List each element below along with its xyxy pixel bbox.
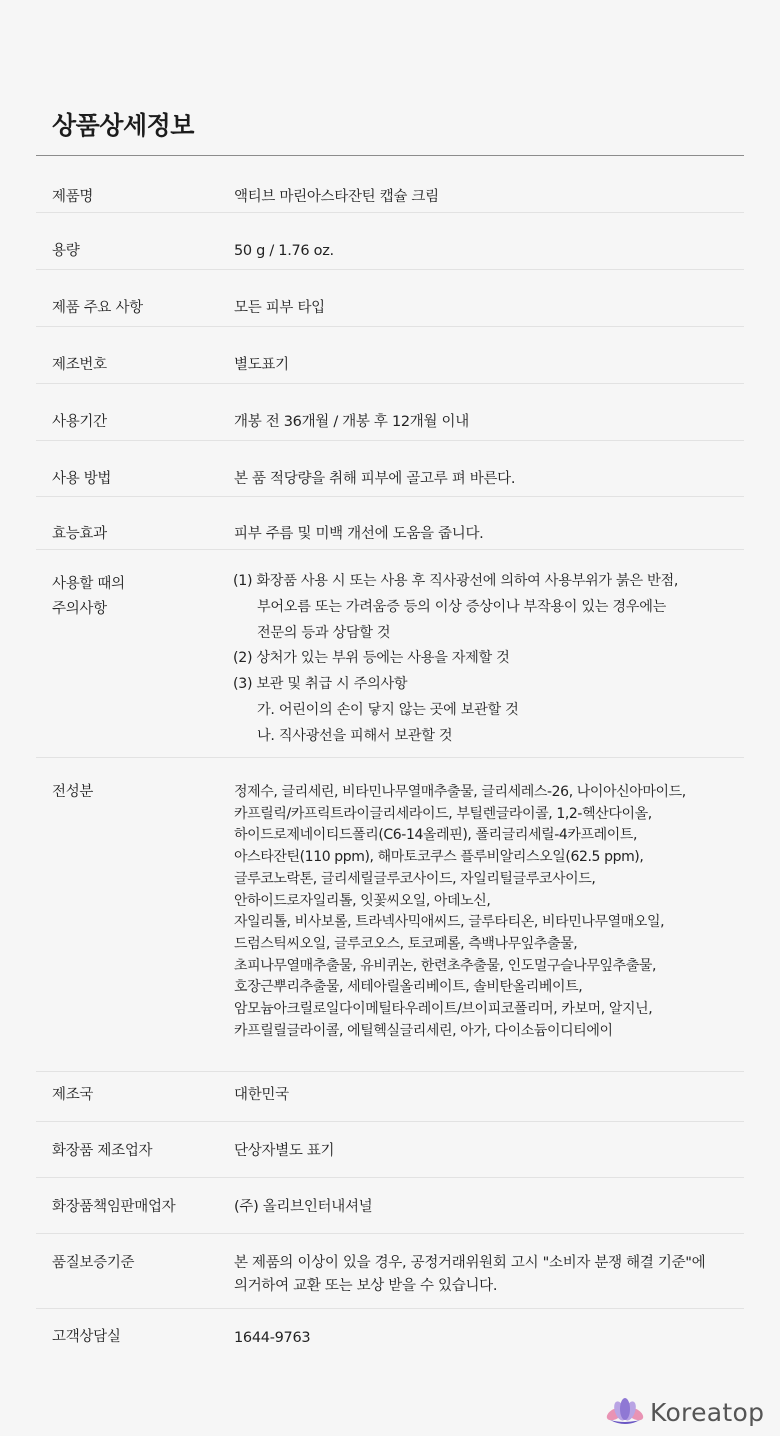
ingredient-line: 정제수, 글리세린, 비타민나무열매추출물, 글리세레스-26, 나이아신아마이드, (234, 784, 686, 800)
caution-row (36, 550, 744, 758)
ingredient-line: 카프릴릴글라이콜, 에틸헥실글리세린, 아가, 다이소듐이디티에이 (234, 1022, 613, 1039)
info-row (36, 157, 744, 213)
ingredient-line: 초피나무열매추출물, 유비퀴논, 한련초추출물, 인도멀구슬나무잎추출물, (234, 957, 657, 974)
row-label: 용량 (52, 243, 80, 259)
row-value: 50 g / 1.76 oz. (234, 243, 334, 259)
row-label (52, 572, 125, 622)
quality-text (234, 1252, 739, 1298)
quality-line: 의거하여 교환 또는 보상 받을 수 있습니다. (234, 1278, 498, 1294)
row-label: 고객상담실 (52, 1329, 121, 1345)
lotus-petal-center (620, 1398, 630, 1420)
row-value: (주) 올리브인터내셔널 (234, 1199, 373, 1215)
ingredient-line: 안하이드로자일리톨, 잇꽃씨오일, 아데노신, (234, 892, 491, 909)
row-value: 단상자별도 표기 (234, 1143, 335, 1159)
row-label: 화장품책임판매업자 (52, 1199, 176, 1215)
koreatop-logo (604, 1394, 774, 1430)
ingredients-row (36, 758, 744, 1072)
row-value: 개봉 전 36개월 / 개봉 후 12개월 이내 (234, 414, 469, 430)
row-label: 품질보증기준 (52, 1255, 135, 1271)
row-label: 사용기간 (52, 414, 107, 430)
ingredient-line: 하이드로제네이티드폴리(C6-14올레핀), 폴리글리세릴-4카프레이트, (234, 827, 638, 844)
info-row (36, 327, 744, 384)
caution-label-line: 사용할 때의 (52, 576, 125, 592)
row-value: 모든 피부 타입 (234, 300, 325, 316)
quality-row (36, 1234, 744, 1309)
row-label: 효능효과 (52, 526, 107, 542)
info-row (36, 497, 744, 550)
ingredient-line: 호장근뿌리추출물, 세테아릴올리베이트, 솔비탄올리베이트, (234, 979, 583, 996)
caution-line: 가. 어린이의 손이 닿지 않는 곳에 보관할 것 (257, 701, 519, 718)
info-row (36, 213, 744, 270)
row-label: 제품명 (52, 189, 94, 205)
info-row (36, 384, 744, 441)
row-label: 사용 방법 (52, 471, 112, 487)
info-row (36, 1309, 744, 1369)
info-row (36, 1178, 744, 1234)
ingredient-line: 카프릴릭/카프릭트라이글리세라이드, 부틸렌글라이콜, 1,2-헥산다이올, (234, 805, 652, 822)
row-value: 본 품 적당량을 취해 피부에 골고루 펴 바른다. (234, 471, 516, 487)
caution-line: 나. 직사광선을 피해서 보관할 것 (257, 727, 453, 744)
info-row (36, 270, 744, 327)
caution-line: 전문의 등과 상담할 것 (257, 624, 391, 641)
info-row (36, 1122, 744, 1178)
lotus-base (610, 1420, 640, 1424)
logo-text: Koreatop (650, 1397, 765, 1427)
caution-line: (2) 상처가 있는 부위 등에는 사용을 자제할 것 (233, 650, 510, 667)
caution-line: (1) 화장품 사용 시 또는 사용 후 직사광선에 의하여 사용부위가 붉은 반점, (233, 573, 679, 589)
ingredient-line: 아스타잔틴(110 ppm), 해마토코쿠스 플루비알리스오일(62.5 ppm), (234, 849, 644, 866)
caution-line: (3) 보관 및 취급 시 주의사항 (233, 676, 408, 693)
title-divider (36, 155, 744, 156)
row-value: 1644-9763 (234, 1330, 311, 1346)
row-label: 전성분 (52, 784, 94, 800)
caution-label-line: 주의사항 (52, 601, 107, 617)
page-title: 상품상세정보 (52, 111, 194, 140)
row-label: 제조국 (52, 1087, 94, 1103)
product-info-table (36, 157, 744, 1369)
row-value: 액티브 마린아스타잔틴 캡슐 크림 (234, 189, 439, 205)
quality-line: 본 제품의 이상이 있을 경우, 공정거래위원회 고시 "소비자 분쟁 해결 기준"에 (234, 1255, 706, 1271)
lotus-icon (604, 1397, 646, 1427)
ingredient-line: 암모늄아크릴로일다이메틸타우레이트/브이피코폴리머, 카보머, 알지닌, (234, 1001, 653, 1018)
info-row (36, 1072, 744, 1122)
row-label: 화장품 제조업자 (52, 1143, 153, 1159)
row-label: 제조번호 (52, 357, 107, 373)
caution-line: 부어오름 또는 가려움증 등의 이상 증상이나 부작용이 있는 경우에는 (257, 598, 667, 615)
row-value: 대한민국 (234, 1087, 289, 1103)
ingredient-line: 글루코노락톤, 글리세릴글루코사이드, 자일리틸글루코사이드, (234, 870, 596, 887)
info-row (36, 441, 744, 497)
ingredient-line: 자일리톨, 비사보롤, 트라넥사믹애씨드, 글루타티온, 비타민나무열매오일, (234, 914, 665, 931)
row-label: 제품 주요 사항 (52, 300, 143, 316)
ingredient-line: 드럼스틱씨오일, 글루코오스, 토코페롤, 측백나무잎추출물, (234, 935, 578, 952)
row-value: 별도표기 (234, 357, 289, 373)
row-value: 피부 주름 및 미백 개선에 도움을 줍니다. (234, 526, 484, 542)
ingredients-text (234, 782, 734, 1042)
caution-text (233, 569, 733, 750)
